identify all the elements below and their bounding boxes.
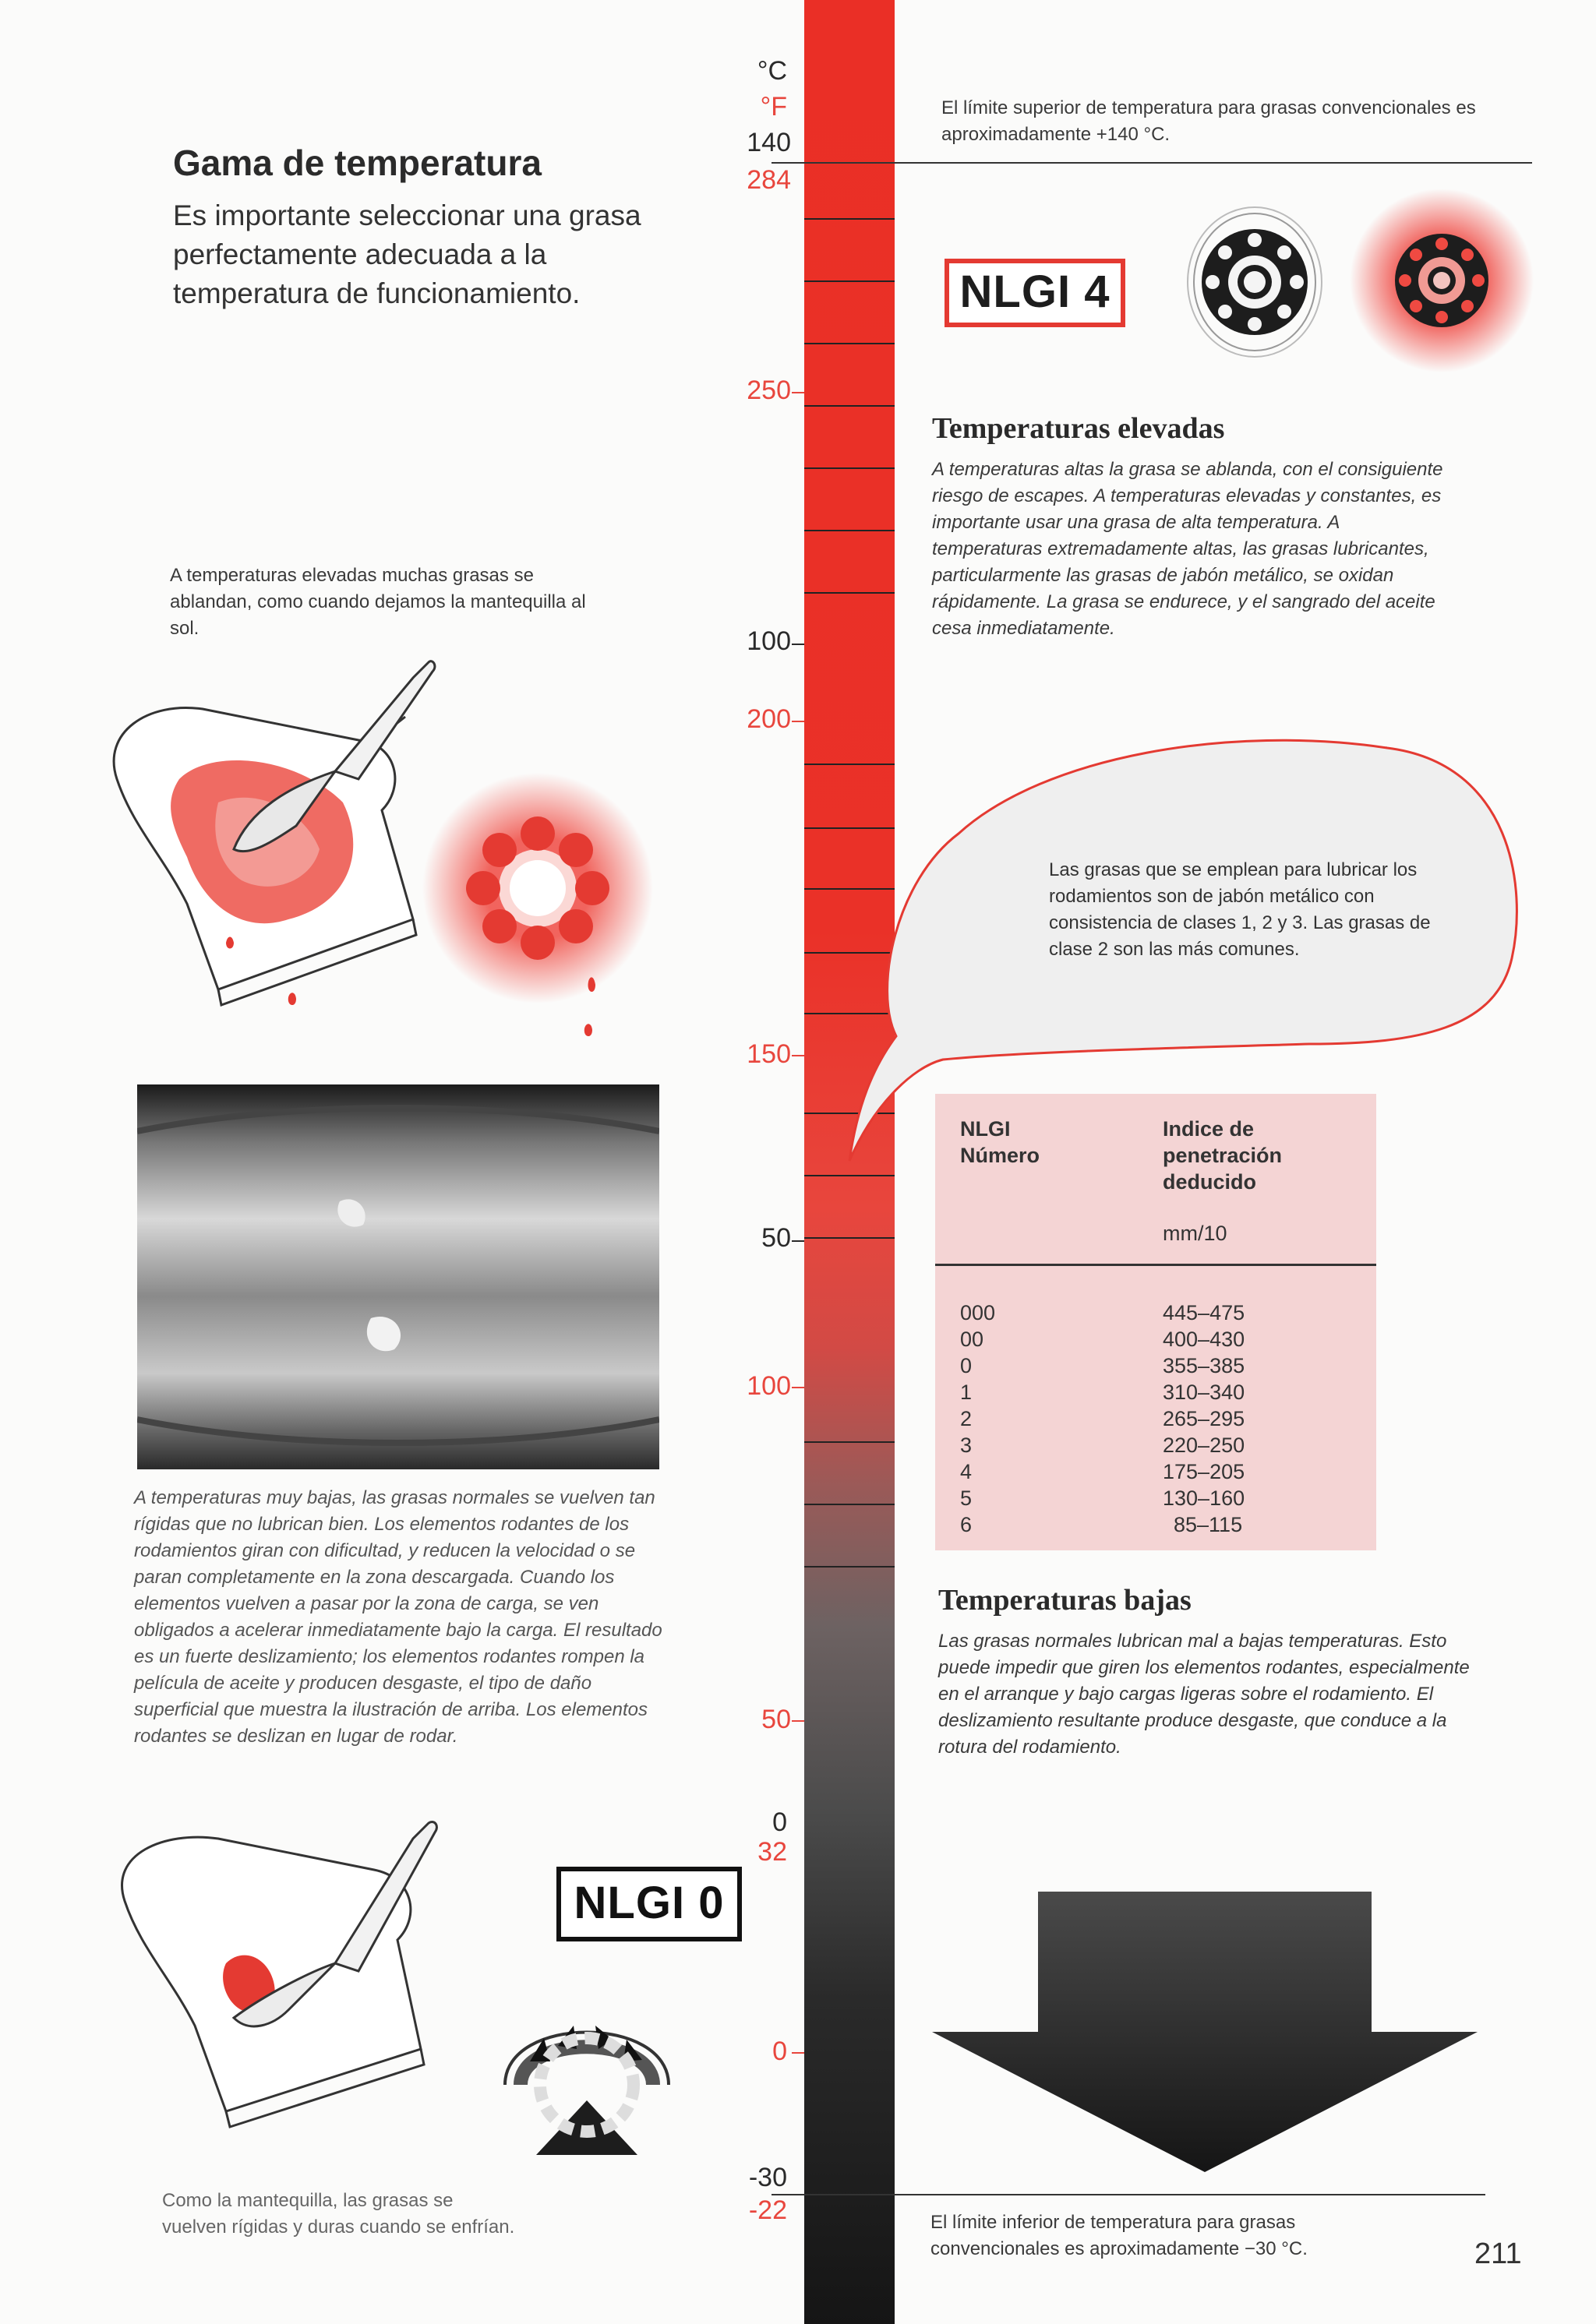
fahrenheit-unit: °F: [760, 92, 787, 122]
bearing-cold-icon: [1185, 204, 1325, 360]
scale-tick: [792, 1055, 804, 1056]
table-cell: 3: [960, 1434, 973, 1457]
nlgi0-badge: NLGI 0: [556, 1867, 742, 1941]
table-header-number: [960, 1116, 1040, 1169]
butter-sun-caption: A temperaturas elevadas muchas grasas se ablandan, como cuando dejamos la mantequilla al sol.: [170, 565, 586, 639]
table-header-penetration: [1163, 1116, 1282, 1195]
thermo-tick: [804, 280, 895, 282]
thermo-tick: [804, 1504, 895, 1505]
table-ranges: [1163, 1300, 1245, 1538]
header-line: Indice de: [1163, 1117, 1255, 1141]
table-unit: mm/10: [1163, 1222, 1227, 1245]
page-number: 211: [1474, 2238, 1522, 2270]
scale-tick: [792, 1240, 804, 1242]
table-cell: 4: [960, 1460, 973, 1483]
nlgi4-badge: NLGI 4: [945, 259, 1125, 327]
upper-limit-note: El límite superior de temperatura para grasas convencionales es aproximadamente +140 °C.: [941, 97, 1476, 145]
scale-tick: [792, 2052, 804, 2054]
celsius-label: 0: [772, 1807, 787, 1837]
table-cell: 355–385: [1163, 1354, 1245, 1377]
header-line: deducido: [1163, 1170, 1256, 1194]
intro-paragraph: Es importante seleccionar una grasa perfectamente adecuada a la temperatura de funcionamiento.: [173, 199, 641, 309]
bearing-stiff-icon: [482, 1968, 692, 2178]
fahrenheit-label: -22: [748, 2195, 787, 2225]
thermo-tick: [804, 1441, 895, 1443]
fahrenheit-label: 150: [747, 1039, 791, 1069]
lower-limit-note: El límite inferior de temperatura para grasas convencionales es aproximadamente −30 °C.: [930, 2212, 1308, 2259]
fahrenheit-label: 50: [761, 1705, 791, 1734]
celsius-label: 50: [761, 1223, 791, 1253]
thermo-tick: [804, 405, 895, 407]
thermo-tick: [804, 343, 895, 344]
thermo-tick: [804, 467, 895, 469]
bread-hot-illustration: [101, 623, 436, 1028]
fahrenheit-label: 250: [747, 376, 791, 405]
celsius-label: 100: [747, 626, 791, 656]
header-line: NLGI: [960, 1117, 1011, 1141]
page-title: Gama de temperatura: [173, 143, 542, 183]
high-temp-body: A temperaturas altas la grasa se ablanda, con el consiguiente riesgo de escapes. A temperaturas elevadas y constantes, es importante usar una grasa de alta temperatura. A temperaturas extremadamente altas, las grasas lubricantes, particularmente las grasas de jabón metálico, se oxidan rápidamente. La grasa se endurece, y el sangrado del aceite cesa inmediatamente.: [932, 459, 1443, 639]
bearing-ring-photo: [137, 1084, 659, 1469]
butter-cold-caption: Como la mantequilla, las grasas se vuelven rígidas y duras cuando se enfrían.: [162, 2190, 515, 2238]
bubble-text: Las grasas que se emplean para lubricar los rodamientos son de jabón metálico con consistencia de clases 1, 2 y 3. Las grasas de clase 2 son las más comunes.: [1049, 859, 1431, 960]
table-cell: 1: [960, 1381, 973, 1404]
bearing-hot-icon: [1348, 187, 1535, 374]
header-line: Número: [960, 1144, 1040, 1167]
table-cell: 85–115: [1174, 1513, 1243, 1536]
bread-cold-illustration: [109, 1776, 452, 2142]
high-temp-heading: Temperaturas elevadas: [932, 412, 1225, 445]
table-cell: 6: [960, 1513, 973, 1536]
table-cell: 310–340: [1163, 1381, 1245, 1404]
table-cell: 265–295: [1163, 1407, 1245, 1430]
bearing-melting-icon: [421, 771, 655, 1052]
low-temp-body: Las grasas normales lubrican mal a bajas temperaturas. Esto puede impedir que giren los elementos rodantes, especialmente en el arranque y bajo cargas ligeras sobre el rodamiento. El deslizamiento resultante produce desgaste, que conduce a la rotura del rodamiento.: [938, 1631, 1470, 1758]
scale-tick: [792, 392, 804, 393]
table-cell: 5: [960, 1486, 973, 1510]
fahrenheit-label: 0: [772, 2037, 787, 2066]
table-cell: 175–205: [1163, 1460, 1245, 1483]
thermo-tick: [804, 1237, 895, 1239]
fahrenheit-label: 100: [747, 1371, 791, 1401]
table-cell: 220–250: [1163, 1434, 1245, 1457]
nlgi-table: [935, 1094, 1376, 1550]
header-line: penetración: [1163, 1144, 1283, 1167]
thermo-tick: [804, 1566, 895, 1568]
lower-limit-rule: [772, 2194, 1485, 2195]
low-temp-heading: Temperaturas bajas: [938, 1584, 1192, 1617]
table-cell: 00: [960, 1328, 984, 1351]
thermo-tick: [804, 592, 895, 594]
table-rule: [935, 1264, 1376, 1266]
table-cell: 445–475: [1163, 1301, 1245, 1324]
down-arrow-icon: [932, 1892, 1478, 2172]
low-temp-photo-caption: A temperaturas muy bajas, las grasas normales se vuelven tan rígidas que no lubrican bien. Los elementos rodantes de los rodamientos giran con dificultad, y reducen la velocidad o se paran completamente en la zona descargada. Cuando los elementos vuelven a pasar por la zona de carga, se ven obligados a acelerar inmediatamente bajo la carga. El resultado es un fuerte deslizamiento; los elementos rodantes rompen la película de aceite y producen desgaste, el tipo de daño superficial que muestra la ilustración de arriba. Los elementos rodantes se deslizan en lugar de rodar.: [134, 1487, 662, 1747]
table-cell: 130–160: [1163, 1486, 1245, 1510]
table-cell: 2: [960, 1407, 973, 1430]
upper-limit-rule: [772, 162, 1532, 164]
scale-tick: [792, 721, 804, 722]
table-cell: 000: [960, 1301, 996, 1324]
table-cell: 0: [960, 1354, 973, 1377]
table-numbers: [960, 1300, 995, 1538]
scale-tick: [792, 644, 804, 645]
scale-tick: [792, 1720, 804, 1722]
fahrenheit-label: 284: [747, 165, 791, 195]
table-cell: 400–430: [1163, 1328, 1245, 1351]
thermo-tick: [804, 218, 895, 220]
fahrenheit-label: 32: [757, 1837, 787, 1867]
celsius-unit: °C: [757, 56, 787, 86]
thermo-tick: [804, 530, 895, 531]
celsius-label: -30: [748, 2163, 787, 2192]
scale-tick: [792, 1387, 804, 1388]
fahrenheit-label: 200: [747, 704, 791, 734]
celsius-label: 140: [747, 128, 791, 157]
